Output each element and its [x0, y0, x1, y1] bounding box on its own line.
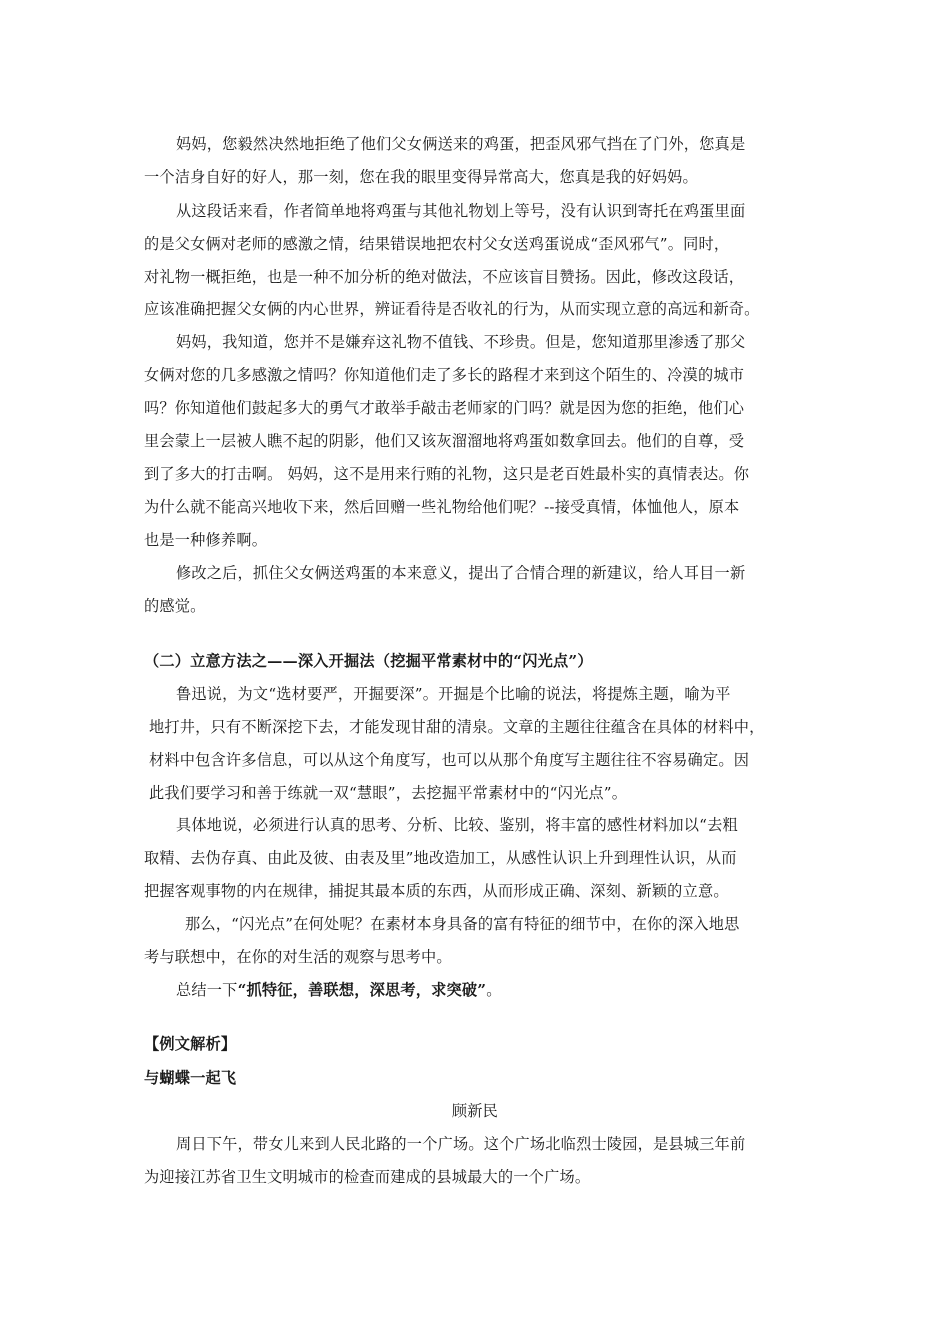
summary-suffix: 。 — [486, 981, 502, 999]
para6-line-3: 把握客观事物的内在规律，捕捉其最本质的东西，从而形成正确、深刻、新颖的立意。 — [144, 882, 729, 900]
para6-line-1: 具体地说，必须进行认真的思考、分析、比较、鉴别，将丰富的感性材料加以“去粗 — [176, 816, 738, 834]
summary-prefix: 总结一下 — [176, 981, 238, 999]
para2-line-2: 的是父女俩对老师的感激之情，结果错误地把农村父女送鸡蛋说成“歪风邪气”。同时， — [144, 235, 730, 253]
para8-line-2: 为迎接江苏省卫生文明城市的检查而建成的县城最大的一个广场。 — [144, 1168, 591, 1186]
essay-author: 顾新民 — [451, 1102, 499, 1120]
para3-line-5: 到了多大的打击啊。 妈妈，这不是用来行贿的礼物，这只是老百姓最朴实的真情表达。你 — [144, 465, 750, 483]
summary-key-phrase: “抓特征，善联想，深思考，求突破” — [237, 981, 487, 999]
para2-line-4: 应该准确把握父女俩的内心世界，辨证看待是否收礼的行为，从而实现立意的高远和新奇。 — [144, 300, 760, 318]
section-heading: （二）立意方法之——深入开掘法（挖掘平常素材中的“闪光点”） — [144, 652, 593, 670]
para1-line-2: 一个洁身自好的好人，那一刻，您在我的眼里变得异常高大，您真是我的好妈妈。 — [144, 168, 698, 186]
example-heading: 【例文解析】 — [144, 1035, 237, 1053]
para3-line-4: 里会蒙上一层被人瞧不起的阴影，他们又该灰溜溜地将鸡蛋如数拿回去。他们的自尊，受 — [144, 432, 745, 450]
para4-line-2: 的感觉。 — [144, 597, 206, 615]
para1-line-1: 妈妈，您毅然决然地拒绝了他们父女俩送来的鸡蛋，把歪风邪气挡在了门外，您真是 — [176, 135, 746, 153]
para7-line-1: 那么，“闪光点”在何处呢？在素材本身具备的富有特征的细节中，在你的深入地思 — [185, 915, 740, 933]
para7-line-2: 考与联想中，在你的对生活的观察与思考中。 — [144, 948, 452, 966]
para2-line-1: 从这段话来看，作者简单地将鸡蛋与其他礼物划上等号，没有认识到寄托在鸡蛋里面 — [176, 202, 746, 220]
para3-line-7: 也是一种修养啊。 — [144, 531, 268, 549]
para5-line-2: 地打井，只有不断深挖下去，才能发现甘甜的清泉。文章的主题往往蕴含在具体的材料中， — [149, 718, 765, 736]
para3-line-2: 女俩对您的几多感激之情吗？你知道他们走了多长的路程才来到这个陌生的、冷漠的城市 — [144, 366, 745, 384]
para5-line-4: 此我们要学习和善于练就一双“慧眼”，去挖掘平常素材中的“闪光点”。 — [149, 784, 628, 802]
para3-line-1: 妈妈，我知道，您并不是嫌弃这礼物不值钱、不珍贵。但是，您知道那里渗透了那父 — [176, 333, 746, 351]
essay-title: 与蝴蝶一起飞 — [144, 1069, 237, 1087]
para3-line-3: 吗？你知道他们鼓起多大的勇气才敢举手敲击老师家的门吗？就是因为您的拒绝，他们心 — [144, 399, 745, 417]
para2-line-3: 对礼物一概拒绝，也是一种不加分析的绝对做法，不应该盲目赞扬。因此，修改这段话， — [144, 268, 745, 286]
para8-line-1: 周日下午，带女儿来到人民北路的一个广场。这个广场北临烈士陵园，是县城三年前 — [176, 1135, 746, 1153]
para6-line-2: 取精、去伪存真、由此及彼、由表及里”地改造加工，从感性认识上升到理性认识，从而 — [144, 849, 737, 867]
para4-line-1: 修改之后，抓住父女俩送鸡蛋的本来意义，提出了合情合理的新建议，给人耳目一新 — [176, 564, 746, 582]
summary-line — [176, 979, 502, 1001]
para5-line-1: 鲁迅说，为文“选材要严，开掘要深”。开掘是个比喻的说法，将提炼主题，喻为平 — [176, 685, 731, 703]
para5-line-3: 材料中包含许多信息，可以从这个角度写，也可以从那个角度写主题往往不容易确定。因 — [149, 751, 750, 769]
para3-line-6: 为什么就不能高兴地收下来，然后回赠一些礼物给他们呢？--接受真情，体恤他人，原本 — [144, 498, 740, 516]
